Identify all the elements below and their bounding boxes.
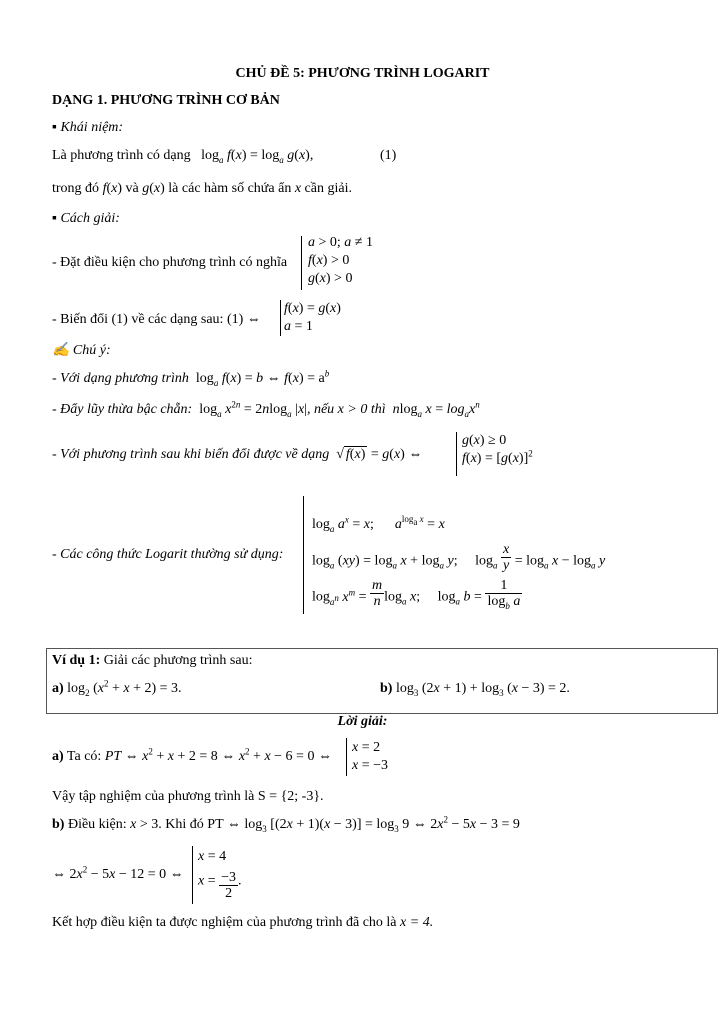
step-1-text: - Đặt điều kiện cho phương trình có nghĩa	[52, 255, 288, 270]
concept-line-1	[52, 147, 397, 165]
concept-text-b: là các hàm số chứa ẩn	[168, 181, 292, 196]
note-4	[52, 546, 283, 564]
concept-line-2: trong đó f(x) và g(x) là các hàm số chứa ẩn x cần giải.	[52, 181, 352, 196]
bracket-sol-b	[192, 846, 193, 904]
solution-b: b) Điều kiện: x > 3. Khi đó PT ⇔ $\log_3 [(2x + 1)(x - 3)] = \log_3 9$ ⇔ $2x^2 - 5x - 3 = 9$	[52, 814, 520, 834]
note-1: - Với dạng phương trình $\log_a f(x) = b$ ⇔ $f(x) = a^b$	[52, 368, 330, 388]
step-2-text: - Biến đổi (1) về các dạng sau: (1) ⇔	[52, 312, 261, 327]
concept-heading: ▪ Khái niệm:	[52, 120, 124, 135]
section-heading: DẠNG 1. PHƯƠNG TRÌNH CƠ BẢN	[52, 93, 280, 108]
note-1-text: - Với dạng phương trình	[52, 371, 189, 386]
concept-equation: $\log_a f(x) = \log_a g(x)$,	[194, 148, 314, 165]
step-2	[52, 301, 341, 334]
sol-a-result: Vậy tập nghiệm của phương trình là S = {2; -3}.	[52, 789, 324, 804]
conclusion	[52, 914, 433, 932]
concept-text: Là phương trình có dạng	[52, 148, 191, 163]
note-3-text: - Với phương trình sau khi biến đổi được về dạng	[52, 447, 330, 462]
sol-a-roots: x = 2 x = −3	[352, 740, 389, 773]
method-heading: ▪ Cách giải:	[52, 211, 120, 226]
part-a-label: a)	[52, 681, 64, 696]
note-3-conditions: g(x) ≥ 0 $f(x) = [g(x)]^2$	[462, 433, 533, 466]
step-1-conditions: a > 0; a ≠ 1 f(x) > 0 g(x) > 0	[308, 235, 373, 286]
sol-b-roots: x = 4 x = $\frac{-3}{2}$ .	[198, 849, 242, 901]
solution-b-2: ⇔ $2x^2 - 5x - 12 = 0$ ⇔	[52, 864, 184, 882]
sol-b-label: b)	[52, 817, 65, 832]
note-heading: ✍ Chú ý:	[52, 343, 111, 358]
example-text: Giải các phương trình sau:	[103, 653, 253, 668]
note-4-text: - Các công thức Logarit thường sử dụng:	[52, 547, 284, 562]
note-3: - Với phương trình sau khi biến đổi được về dạng √ f(x) = g(x) ⇔	[52, 447, 423, 462]
page-title: CHỦ ĐỀ 5: PHƯƠNG TRÌNH LOGARIT	[235, 66, 490, 81]
brace-step-1	[301, 236, 302, 290]
example-part-b: b) $\log_3 (2x + 1) + \log_3 (x - 3) = 2$.	[380, 681, 570, 698]
solution-heading: Lời giải:	[337, 714, 388, 729]
brace-note-3	[456, 432, 457, 476]
step-2-conditions: f(x) = g(x) a = 1	[284, 301, 341, 334]
sol-b-text: Điều kiện:	[67, 817, 127, 832]
note-2: - Đẩy lũy thừa bậc chẵn: $\log_a x^{2n} = 2nlog_a$ |x|, nếu x > 0 thì nlog$_a$ $x = \log_ax^n$	[52, 399, 480, 419]
formula-row-2: $\log_a (xy) = \log_a x + \log_a y$; $\log_a$ $\frac{x}{y}$ = $\log_a x - \log_a y$	[312, 542, 606, 573]
step-1	[52, 235, 373, 286]
brace-step-2	[280, 300, 281, 336]
brace-formulas	[303, 496, 304, 614]
conclusion-answer: x = 4.	[400, 915, 434, 930]
equation-number: (1)	[380, 148, 397, 163]
note-2-text-b: , nếu x > 0 thì	[306, 402, 386, 417]
concept-text-c: cần giải.	[304, 181, 352, 196]
solution-a: a) Ta có: PT ⇔ $x^2 + x + 2 = 8$ ⇔ $x^2 + x - 6 = 0$ ⇔	[52, 746, 332, 764]
formula-row-3: $\log_{a^n} x^m$ = $\frac{m}{n}$ $\log_a x$; $\log_a b$ = $\frac{1}{\log_b a}$	[312, 578, 521, 611]
formula-row-1: $\log_a a^x = x$; $a^{log_a x} = x$	[312, 514, 445, 534]
sol-a-text: Ta có:	[66, 749, 102, 764]
conclusion-text: Kết hợp điều kiện ta được nghiệm của phương trình đã cho là	[52, 915, 397, 930]
part-b-label: b)	[380, 681, 393, 696]
note-2-text-a: - Đẩy lũy thừa bậc chẵn:	[52, 402, 193, 417]
example-part-a: a) $\log_2 (x^2 + x + 2) = 3$.	[52, 678, 182, 698]
sol-a-label: a)	[52, 749, 64, 764]
example-heading	[52, 652, 252, 670]
example-label: Ví dụ 1:	[52, 653, 101, 668]
concept-text-a: trong đó	[52, 181, 100, 196]
sol-b-text2: . Khi đó	[158, 817, 204, 832]
bracket-sol-a	[346, 738, 347, 776]
